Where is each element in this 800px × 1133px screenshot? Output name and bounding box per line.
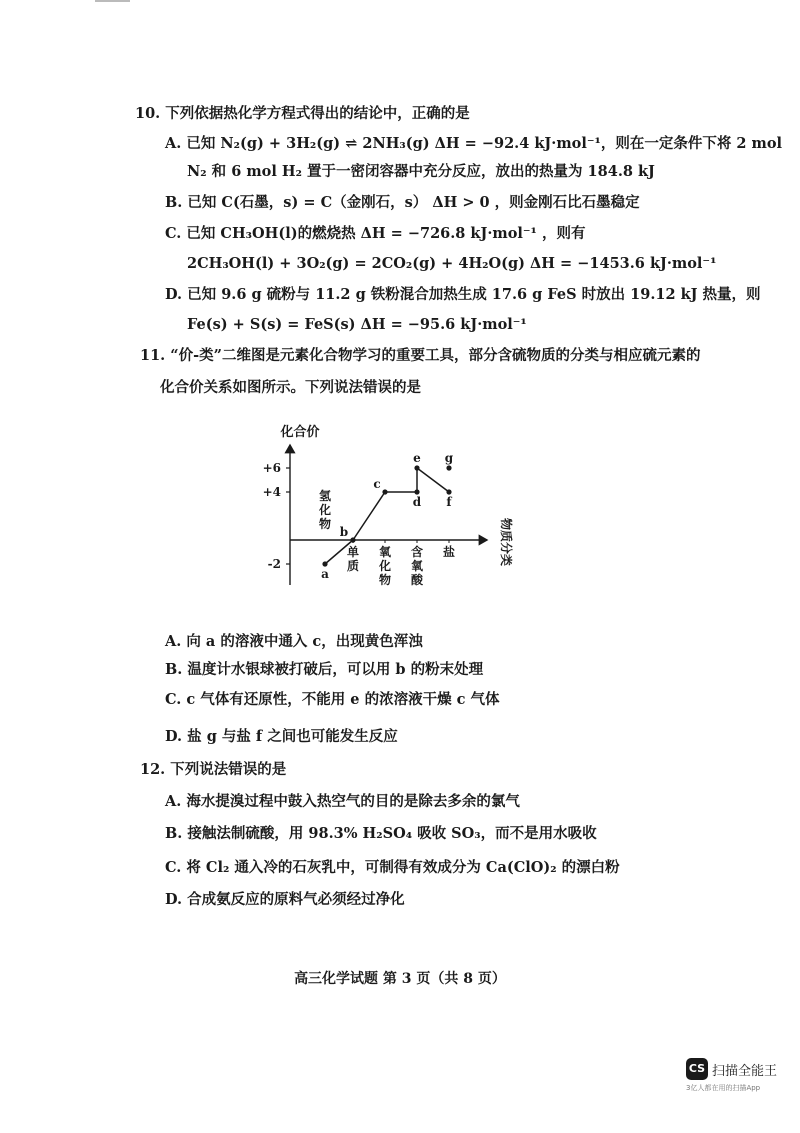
q10-option-b: B. 已知 C(石墨，s) = C（金刚石，s） ΔH > 0 ，则金刚石比石墨稳定	[165, 194, 640, 211]
x-axis-label: 物质分类	[499, 518, 513, 567]
point-label-f: f	[446, 495, 452, 509]
point-c	[382, 489, 387, 494]
x-category-0: 氢化物	[318, 489, 332, 531]
point-g	[446, 465, 451, 470]
x-category-4: 盐	[442, 545, 456, 559]
q10-option-a-line2: N₂ 和 6 mol H₂ 置于一密闭容器中充分反应，放出的热量为 184.8 kJ	[187, 163, 655, 180]
point-b	[350, 537, 355, 542]
q11-stem-line2: 化合价关系如图所示。下列说法错误的是	[160, 379, 421, 396]
x-category-1: 单质	[346, 545, 360, 573]
q10-option-a-line1: A. 已知 N₂(g) + 3H₂(g) ⇌ 2NH₃(g) ΔH = −92.4 kJ·mol⁻¹，则在一定条件下将 2 mol	[165, 135, 783, 152]
q11-option-b: B. 温度计水银球被打破后，可以用 b 的粉末处理	[165, 661, 484, 678]
scan-edge-mark	[95, 0, 130, 2]
q10-option-d-line2: Fe(s) + S(s) = FeS(s) ΔH = −95.6 kJ·mol⁻¹	[187, 316, 527, 333]
scanner-tagline: 3亿人都在用的扫描App	[686, 1084, 761, 1092]
connector-b-c	[353, 492, 385, 540]
q11-option-a: A. 向 a 的溶液中通入 c，出现黄色浑浊	[165, 633, 423, 650]
point-label-a: a	[321, 567, 329, 581]
x-category-3: 含氧酸	[410, 545, 424, 587]
valence-class-chart	[255, 420, 525, 595]
q10-stem: 10. 下列依据热化学方程式得出的结论中，正确的是	[135, 105, 470, 122]
point-label-e: e	[413, 451, 421, 465]
page-footer: 高三化学试题 第 3 页（共 8 页）	[294, 971, 506, 987]
q10-option-c-line2: 2CH₃OH(l) + 3O₂(g) = 2CO₂(g) + 4H₂O(g) ΔH = −1453.6 kJ·mol⁻¹	[187, 255, 717, 272]
point-d	[414, 489, 419, 494]
q12-option-a: A. 海水提溴过程中鼓入热空气的目的是除去多余的氯气	[165, 793, 520, 810]
q11-option-c: C. c 气体有还原性，不能用 e 的浓溶液干燥 c 气体	[165, 691, 500, 708]
q12-option-c: C. 将 Cl₂ 通入冷的石灰乳中，可制得有效成分为 Ca(ClO)₂ 的漂白粉	[165, 859, 620, 876]
connector-e-f	[417, 468, 449, 492]
y-tick-label-2: -2	[267, 557, 281, 571]
q11-option-d: D. 盐 g 与盐 f 之间也可能发生反应	[165, 728, 398, 745]
y-tick-label-1: +4	[262, 485, 281, 499]
point-a	[322, 561, 327, 566]
point-label-c: c	[373, 477, 381, 491]
point-label-b: b	[339, 525, 349, 539]
q12-option-d: D. 合成氨反应的原料气必须经过净化	[165, 891, 405, 908]
point-f	[446, 489, 451, 494]
q10-option-d-line1: D. 已知 9.6 g 硫粉与 11.2 g 铁粉混合加热生成 17.6 g FeS 时放出 19.12 kJ 热量，则	[165, 286, 761, 303]
scanner-app-name: 扫描全能王	[712, 1064, 778, 1079]
point-label-g: g	[444, 451, 454, 465]
q11-stem-line1: 11. “价-类”二维图是元素化合物学习的重要工具，部分含硫物质的分类与相应硫元素的	[140, 347, 701, 364]
y-axis-label: 化合价	[280, 425, 320, 440]
camscanner-logo-icon: CS	[686, 1058, 708, 1080]
point-e	[414, 465, 419, 470]
point-label-d: d	[412, 495, 422, 509]
y-tick-label-0: +6	[262, 461, 281, 475]
q12-option-b: B. 接触法制硫酸，用 98.3% H₂SO₄ 吸收 SO₃，而不是用水吸收	[165, 825, 597, 842]
scanner-watermark	[686, 1058, 791, 1098]
q10-option-c-line1: C. 已知 CH₃OH(l)的燃烧热 ΔH = −726.8 kJ·mol⁻¹ ，则有	[165, 225, 586, 242]
q12-stem: 12. 下列说法错误的是	[140, 761, 287, 778]
x-category-2: 氧化物	[378, 545, 392, 587]
